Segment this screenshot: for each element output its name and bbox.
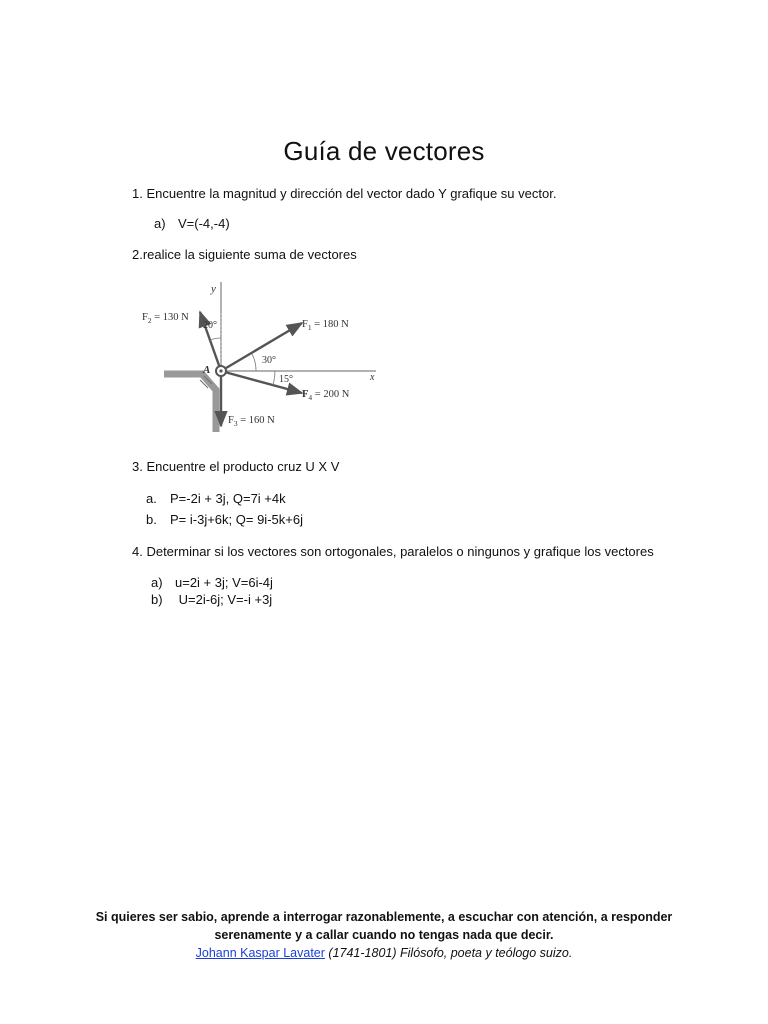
item-marker: a) — [151, 575, 163, 590]
question-2: 2.realice la siguiente suma de vectores — [132, 247, 357, 262]
page-title: Guía de vectores — [283, 136, 485, 166]
item-marker: b) — [151, 592, 163, 607]
question-4: 4. Determinar si los vectores son ortogonales, paralelos o ningunos y grafique los vectores — [132, 544, 654, 559]
quote-line-1: Si quieres ser sabio, aprende a interrogar razonablemente, a escuchar con atención, a responder — [95, 910, 673, 924]
quote-attribution — [0, 944, 768, 962]
item-marker: a) — [154, 216, 166, 231]
question-3-item-a — [146, 491, 286, 506]
item-text: U=2i-6j; V=-i +3j — [175, 592, 273, 607]
support-wall — [164, 374, 216, 432]
f1-label: $F_1 = 180$ N — [302, 319, 349, 332]
point-a-label: A — [203, 364, 211, 376]
author-years: (1741-1801) — [328, 946, 397, 960]
f2-label: $F_2 = 130$ N — [142, 312, 189, 325]
angle-20-arc — [210, 338, 221, 340]
quote-line-2: serenamente y a callar cuando no tengas nada que decir. — [214, 928, 554, 942]
angle-30-arc — [252, 354, 256, 371]
y-axis-label: y — [211, 283, 216, 295]
item-text: P=-2i + 3j, Q=7i +4k — [170, 491, 286, 506]
angle-20-label: 20° — [203, 320, 217, 331]
question-1-item-a — [154, 216, 230, 231]
f3-label: $F_3 = 160$ N — [228, 415, 275, 428]
angle-30-label: 30° — [262, 355, 276, 366]
question-4-item-a — [151, 575, 273, 590]
item-marker: a. — [146, 491, 157, 506]
author-description: Filósofo, poeta y teólogo suizo. — [400, 946, 573, 960]
author-link[interactable]: Johann Kaspar Lavater — [195, 946, 325, 960]
question-4-item-b — [151, 592, 272, 607]
item-marker: b. — [146, 512, 157, 527]
question-3-item-b — [146, 512, 303, 527]
item-text: u=2i + 3j; V=6i-4j — [175, 575, 273, 590]
item-text: P= i-3j+6k; Q= 9i-5k+6j — [170, 512, 303, 527]
x-axis-label: x — [370, 372, 375, 383]
f4-label: $F_4 = 200$ N — [302, 389, 350, 402]
item-text: V=(-4,-4) — [178, 216, 230, 231]
question-3: 3. Encuentre el producto cruz U X V — [132, 459, 340, 474]
question-1: 1. Encuentre la magnitud y dirección del vector dado Y grafique su vector. — [132, 186, 557, 201]
force-vector-diagram — [130, 276, 390, 436]
footer-quote — [0, 908, 768, 962]
angle-15-label: 15° — [279, 374, 293, 385]
angle-15-arc — [273, 371, 275, 385]
